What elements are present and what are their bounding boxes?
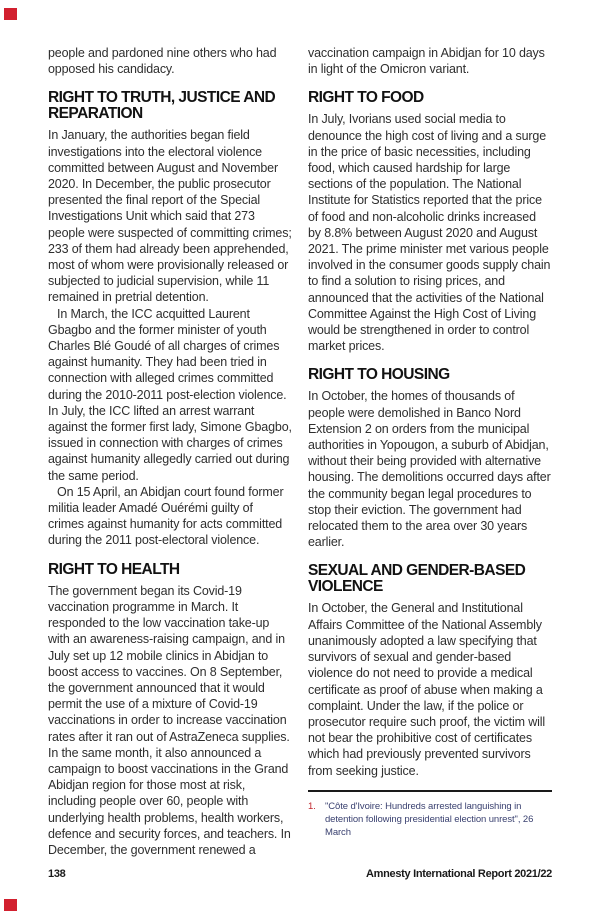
section-right-to-truth-justice-reparation (48, 90, 292, 548)
paragraph: In March, the ICC acquitted Laurent Gbagbo and the former minister of youth Charles Blé Goudé of all charges of crimes against humanity. They had been tried in connection with alleged crimes committed during the 2010-2011 post-election violence. In July, the ICC lifted an arrest warrant against the former first lady, Simone Gbagbo, issued in connection with charges of crimes against humanity allegedly carried out during the same period. (48, 306, 292, 483)
page-footer (48, 868, 552, 880)
paragraph: In July, Ivorians used social media to denounce the high cost of living and a surge in the price of basic necessities, including food, which caused hardship for large sections of the population. The National Institute for Statistics reported that the price of food and non-alcoholic drinks increased by 8.8% between August 2020 and August 2021. The prime minister met various people involved in the consumer goods supply chain to find a solution to rising prices, and announced that the activities of the National Committee Against the High Cost of Living would be strengthened in order to control market prices. (308, 112, 551, 354)
paragraph: In October, the homes of thousands of people were demolished in Banco Nord Extension 2 on orders from the municipal authorities in Yopougon, a suburb of Abidjan, without their being provided with alternative housing. The demolitions occurred days after the community began legal procedures to stop their eviction. The government had relocated them to the area over 30 years earlier. (308, 389, 551, 550)
footnote-link[interactable]: "Côte d'Ivoire: Hundreds arrested languishing in detention following presidential election unrest", 26 March (325, 800, 534, 838)
paragraph: In January, the authorities began field investigations into the electoral violence committed between August and November 2020. In December, the public prosecutor presented the final report of the Special Investigations Unit which said that 273 people were suspected of committing crimes; 233 of them had already been apprehended, most of whom were provisionally released or subjected to judicial supervision, while 11 remained in pretrial detention. (48, 128, 292, 305)
footnotes-block (308, 790, 552, 839)
section-sexual-gender-based-violence (308, 563, 552, 778)
paragraph-continuation: vaccination campaign in Abidjan for 10 days in light of the Omicron variant. (308, 46, 545, 77)
page-edge-mark-bottom (4, 899, 17, 911)
paragraph-continuation: people and pardoned nine others who had opposed his candidacy. (48, 46, 277, 77)
section-right-to-housing (308, 367, 552, 550)
section-heading: SEXUAL AND GENDER-BASED VIOLENCE (308, 562, 526, 596)
page-number: 138 (48, 868, 66, 880)
section-right-to-food (308, 90, 552, 354)
section-heading: RIGHT TO HEALTH (48, 560, 180, 578)
page-content (48, 45, 552, 858)
left-column (48, 45, 292, 858)
footnote-number: 1. (308, 800, 316, 812)
paragraph: The government began its Covid-19 vaccination programme in March. It responded to the low vaccination take-up with an awareness-raising campaign, and in July set up 12 mobile clinics in Abidjan to boost access to vaccines. On 8 September, the government announced that it would permit the use of a mixture of Covid-19 vaccinations in order to increase vaccination rates after it ran out of AstraZeneca supplies. In the same month, it also announced a campaign to boost vaccinations in the Grand Abidjan region for those most at risk, including people over 60, people with underlying health problems, health workers, defence and security forces, and teachers. In December, the government renewed a (48, 583, 291, 857)
footnote-item (308, 800, 552, 839)
section-right-to-health (48, 562, 292, 858)
paragraph: In October, the General and Institutional Affairs Committee of the National Assembly unanimously adopted a law specifying that survivors of sexual and gender-based violence do not need to provide a medical certificate as proof of abuse when making a complaint. Under the law, if the police or prosecutor require such proof, the victim will not bear the prohibitive cost of certificates which had previously prevented survivors from seeking justice. (308, 601, 545, 778)
section-heading: RIGHT TO TRUTH, JUSTICE AND REPARATION (48, 89, 276, 123)
page-edge-mark-top (4, 8, 17, 20)
footnote-divider (308, 790, 552, 792)
section-heading: RIGHT TO HOUSING (308, 366, 450, 384)
section-heading: RIGHT TO FOOD (308, 89, 424, 107)
report-title: Amnesty International Report 2021/22 (365, 868, 552, 880)
paragraph: On 15 April, an Abidjan court found former militia leader Amadé Ouérémi guilty of crimes against humanity for acts committed during the 2011 post-electoral violence. (48, 484, 284, 548)
right-column (308, 45, 552, 858)
